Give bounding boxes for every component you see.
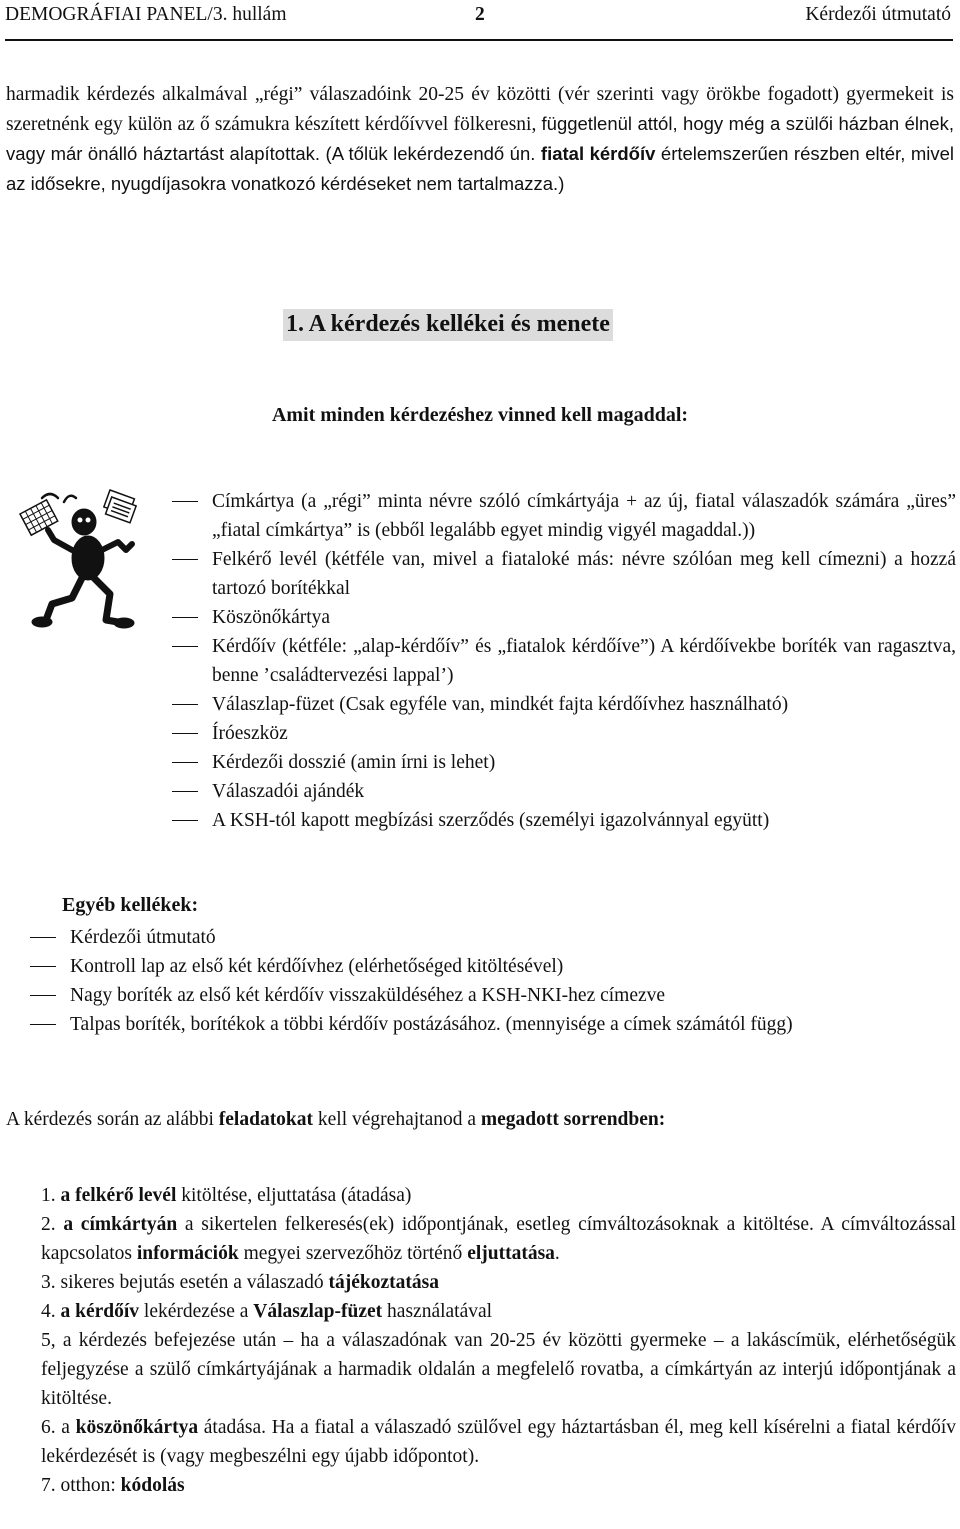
running-man-with-papers-icon bbox=[14, 480, 154, 630]
header-page-number: 2 bbox=[475, 4, 485, 25]
list-item: A KSH-tól kapott megbízási szerződés (személyi igazolvánnyal együtt) bbox=[170, 806, 956, 835]
task-text: átadása. Ha a fiatal a válaszadó szülővel egy háztartásban él, meg kell kísérelni a fiatal kérdőív lekérdezését is (vagy megbeszélni egy újabb időpontot). bbox=[41, 1417, 957, 1467]
task-text: 4. bbox=[41, 1301, 61, 1322]
task-bold: a felkérő levél bbox=[60, 1185, 177, 1206]
task-text: használatával bbox=[382, 1301, 493, 1322]
task-text: megyei szervezőhöz történő bbox=[238, 1243, 468, 1264]
task-text: 6. a bbox=[41, 1417, 76, 1438]
task-bold: köszönőkártya bbox=[75, 1417, 199, 1438]
task-bold: kódolás bbox=[120, 1475, 185, 1496]
list-item: Kérdezői dosszié (amin írni is lehet) bbox=[170, 748, 956, 777]
task-item-4 bbox=[41, 1297, 956, 1326]
tasks-intro-bold: feladatokat bbox=[218, 1109, 314, 1130]
task-bold: információk bbox=[136, 1243, 239, 1264]
task-text: 1. bbox=[41, 1185, 61, 1206]
intro-text-1: harmadik kérdezés alkalmával „régi” válaszadóink 20-25 év közötti (vér szerinti vagy örökbe fogadott) gyermekeit is szeretnénk egy külön az ő számukra készített kérdőívvel fölkeresni, bbox=[6, 84, 954, 135]
list-item: Kérdezői útmutató bbox=[28, 923, 956, 952]
task-item-3 bbox=[41, 1268, 956, 1297]
header-divider bbox=[5, 39, 953, 41]
task-bold: Válaszlap-füzet bbox=[253, 1301, 383, 1322]
header-section-title: Kérdezői útmutató bbox=[805, 4, 951, 25]
list-item: Válaszlap-füzet (Csak egyféle van, mindkét fajta kérdőívhez használható) bbox=[170, 690, 956, 719]
task-item-7 bbox=[41, 1471, 956, 1500]
task-bold: tájékoztatása bbox=[328, 1272, 439, 1293]
intro-paragraph bbox=[6, 80, 954, 199]
task-text: 2. bbox=[41, 1214, 64, 1235]
list-item: Nagy boríték az első két kérdőív visszaküldéséhez a KSH-NKI-hez címezve bbox=[28, 981, 956, 1010]
tasks-intro bbox=[6, 1109, 954, 1131]
task-item-6 bbox=[41, 1413, 956, 1471]
task-text: 7. otthon: bbox=[41, 1475, 121, 1496]
task-item-1 bbox=[41, 1181, 956, 1210]
task-item-2 bbox=[41, 1210, 956, 1268]
task-text: . bbox=[554, 1243, 560, 1264]
task-item-5: 5, a kérdezés befejezése után – ha a válaszadónak van 20-25 év közötti gyermeke – a lakáscímük, elérhetőségük feljegyzése a szülő címkártyájának a harmadik oldalán a megfelelő rovatba, a címkártyán az interjú időpontjának a kitöltése. bbox=[41, 1330, 956, 1409]
tasks-intro-text: kell végrehajtanod a bbox=[313, 1109, 481, 1130]
intro-bold-term: fiatal kérdőív bbox=[540, 143, 656, 164]
task-text: 3. sikeres bejutás esetén a válaszadó bbox=[41, 1272, 329, 1293]
task-text: a sikertelen felkeresés(ek) időpontjának, esetleg címváltozásoknak a kitöltése. A címváltozással kapcsolatos bbox=[41, 1214, 957, 1264]
task-bold: a címkártyán bbox=[63, 1214, 178, 1235]
list-item: Válaszadói ajándék bbox=[170, 777, 956, 806]
task-bold: a kérdőív bbox=[60, 1301, 140, 1322]
list-item: Köszönőkártya bbox=[170, 603, 956, 632]
other-items-list bbox=[28, 923, 956, 1039]
header-document-title: DEMOGRÁFIAI PANEL/3. hullám bbox=[5, 4, 287, 25]
intro-text-3: értelemszerűen részben eltér, mivel az idősekre, nyugdíjasokra vonatkozó kérdéseket nem tartalmazza.) bbox=[6, 143, 954, 194]
list-item: Íróeszköz bbox=[170, 719, 956, 748]
list-item: Kérdőív (kétféle: „alap-kérdőív” és „fiatalok kérdőíve”) A kérdőívekbe boríték van ragasztva, benne ’családtervezési lappal’) bbox=[170, 632, 956, 690]
section-title: 1. A kérdezés kellékei és menete bbox=[283, 309, 613, 341]
task-text: lekérdezése a bbox=[139, 1301, 254, 1322]
list-item: Címkártya (a „régi” minta névre szóló címkártyája + az új, fiatal válaszadók számára „üres” „fiatal címkártya” is (ebből legalább egyet mindig vigyél magaddal.)) bbox=[170, 487, 956, 545]
list-item: Kontroll lap az első két kérdőívhez (elérhetőséged kitöltésével) bbox=[28, 952, 956, 981]
list-item: Felkérő levél (kétféle van, mivel a fiataloké más: névre szólóan meg kell címezni) a hozzá tartozó borítékkal bbox=[170, 545, 956, 603]
tasks-intro-bold: megadott sorrendben: bbox=[480, 1109, 666, 1130]
tasks-intro-text: A kérdezés során az alábbi bbox=[6, 1109, 219, 1130]
task-text: kitöltése, eljuttatása (átadása) bbox=[176, 1185, 412, 1206]
page-header bbox=[5, 4, 951, 34]
tasks-list bbox=[41, 1181, 956, 1500]
other-items-heading: Egyéb kellékek: bbox=[62, 894, 199, 916]
list-item: Talpas boríték, borítékok a többi kérdőív postázásához. (mennyisége a címek számától függ) bbox=[28, 1010, 956, 1039]
section-subtitle: Amit minden kérdezéshez vinned kell magaddal: bbox=[271, 404, 689, 426]
required-items-list bbox=[170, 487, 956, 835]
task-bold: eljuttatása bbox=[467, 1243, 555, 1264]
intro-text-2: függetlenül attól, hogy még a szülői házban élnek, vagy már önálló háztartást alapítottak. (A tőlük lekérdezendő ún. bbox=[6, 113, 954, 164]
